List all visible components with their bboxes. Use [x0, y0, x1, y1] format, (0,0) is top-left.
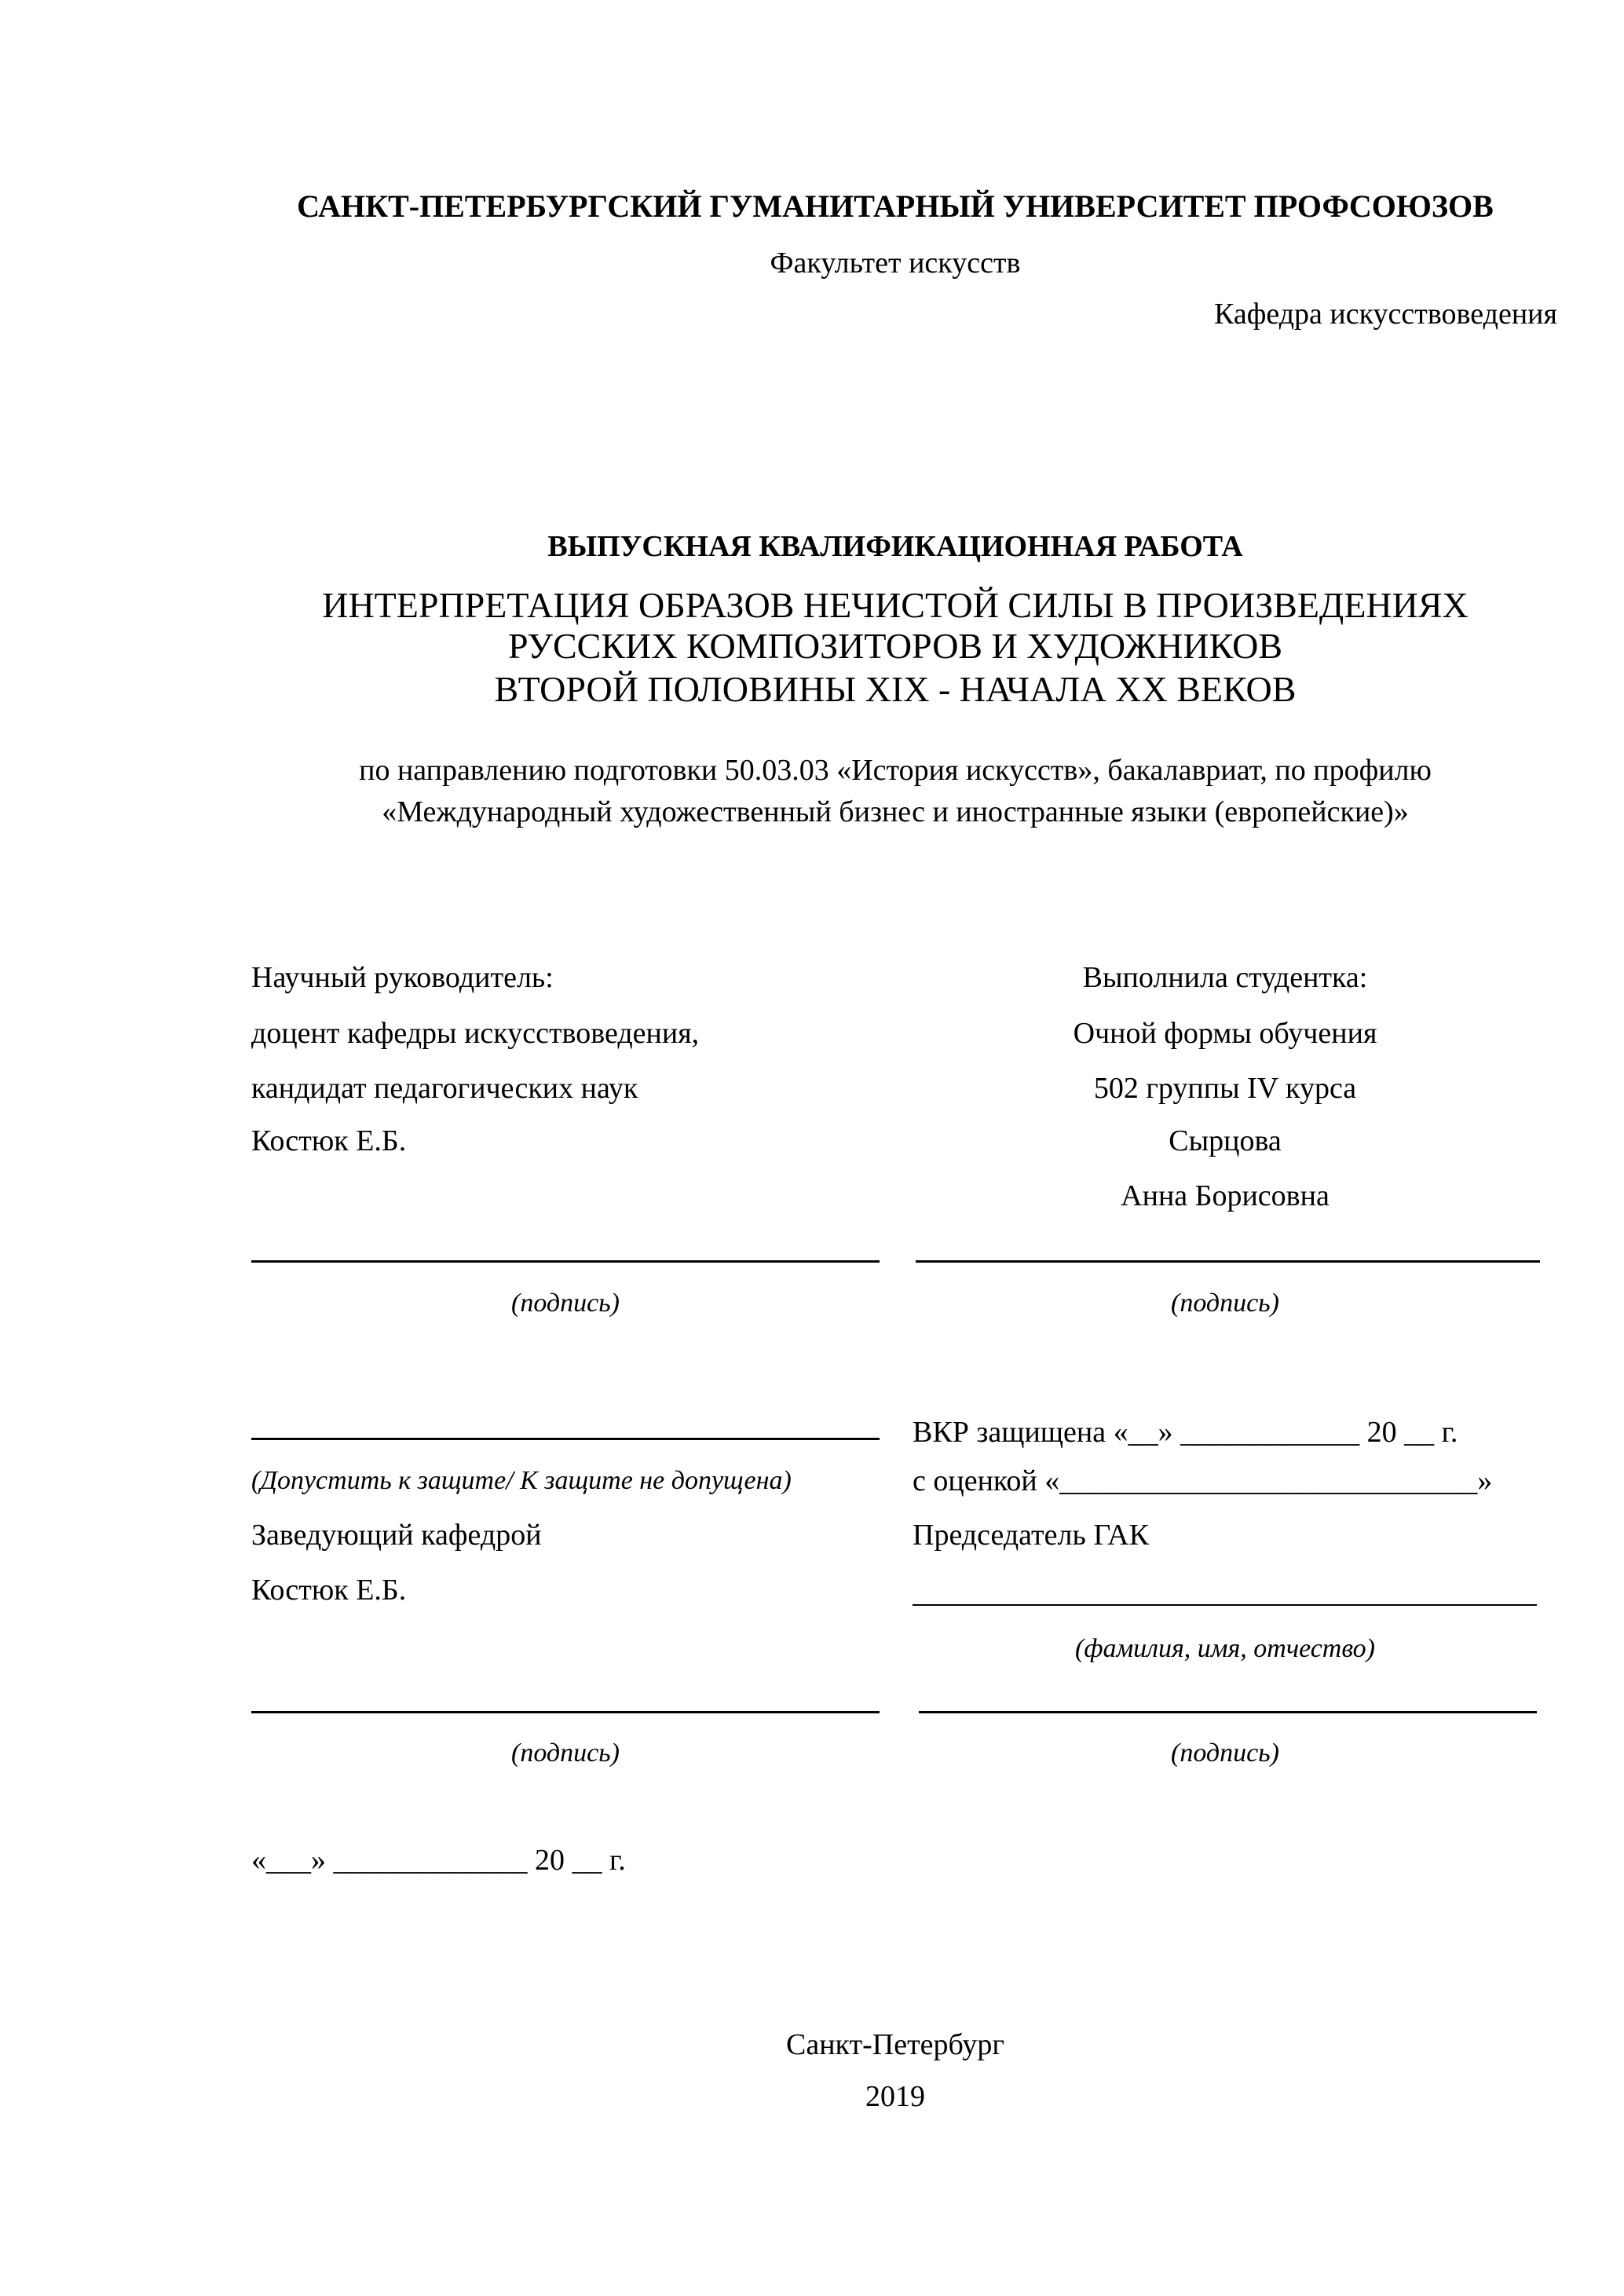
supervisor-name: Костюк Е.Б. — [251, 1124, 407, 1157]
student-signature-caption: (подпись) — [1171, 1289, 1279, 1318]
supervisor-signature-caption: (подпись) — [511, 1289, 620, 1318]
city: Санкт-Петербург — [785, 2028, 1005, 2061]
supervisor-position: доцент кафедры искусствоведения, — [251, 1017, 700, 1050]
faculty-name: Факультет искусств — [770, 247, 1021, 280]
head-signature-caption: (подпись) — [511, 1738, 620, 1768]
gak-signature-caption: (подпись) — [1171, 1738, 1279, 1768]
direction-line-1: по направлению подготовки 50.03.03 «История искусств», бакалавриат, по профилю — [359, 754, 1432, 787]
supervisor-label: Научный руководитель: — [251, 961, 554, 994]
work-type: ВЫПУСКНАЯ КВАЛИФИКАЦИОННАЯ РАБОТА — [547, 530, 1243, 563]
work-title-line-2: РУССКИХ КОМПОЗИТОРОВ И ХУДОЖНИКОВ — [507, 626, 1283, 666]
admission-caption: (Допустить к защите/ К защите не допущена) — [251, 1466, 792, 1495]
gak-chair-name-line — [913, 1604, 1537, 1606]
work-title-line-3: ВТОРОЙ ПОЛОВИНЫ XIX - НАЧАЛА XX ВЕКОВ — [494, 669, 1297, 709]
gak-name-caption: (фамилия, имя, отчество) — [1075, 1634, 1375, 1663]
head-name: Костюк Е.Б. — [251, 1574, 407, 1607]
student-surname: Сырцова — [1169, 1124, 1282, 1157]
student-signature-line — [916, 1260, 1540, 1263]
direction-line-2: «Международный художественный бизнес и иностранные языки (европейские)» — [382, 795, 1409, 828]
supervisor-degree: кандидат педагогических наук — [251, 1072, 638, 1105]
head-title: Заведующий кафедрой — [251, 1519, 542, 1552]
admission-date: «___» _____________ 20 __ г. — [251, 1844, 626, 1877]
student-group: 502 группы IV курса — [1093, 1072, 1357, 1105]
gak-signature-line — [919, 1711, 1537, 1713]
year: 2019 — [865, 2080, 925, 2113]
department-name: Кафедра искусствоведения — [1214, 298, 1557, 331]
gak-chair-label: Председатель ГАК — [913, 1519, 1149, 1552]
supervisor-signature-line — [251, 1260, 880, 1263]
student-study-form: Очной формы обучения — [1073, 1017, 1377, 1050]
student-label: Выполнила студентка: — [1082, 961, 1368, 994]
university-name: САНКТ-ПЕТЕРБУРГСКИЙ ГУМАНИТАРНЫЙ УНИВЕРСИТЕТ ПРОФСОЮЗОВ — [297, 188, 1494, 224]
work-title-line-1: ИНТЕРПРЕТАЦИЯ ОБРАЗОВ НЕЧИСТОЙ СИЛЫ В ПРОИЗВЕДЕНИЯХ — [322, 585, 1469, 625]
admission-decision-line — [251, 1438, 880, 1440]
defense-grade: с оценкой «____________________________» — [913, 1464, 1493, 1497]
defense-date: ВКР защищена «__» ____________ 20 __ г. — [913, 1416, 1458, 1449]
student-given-names: Анна Борисовна — [1121, 1179, 1330, 1212]
head-signature-line — [251, 1711, 880, 1713]
